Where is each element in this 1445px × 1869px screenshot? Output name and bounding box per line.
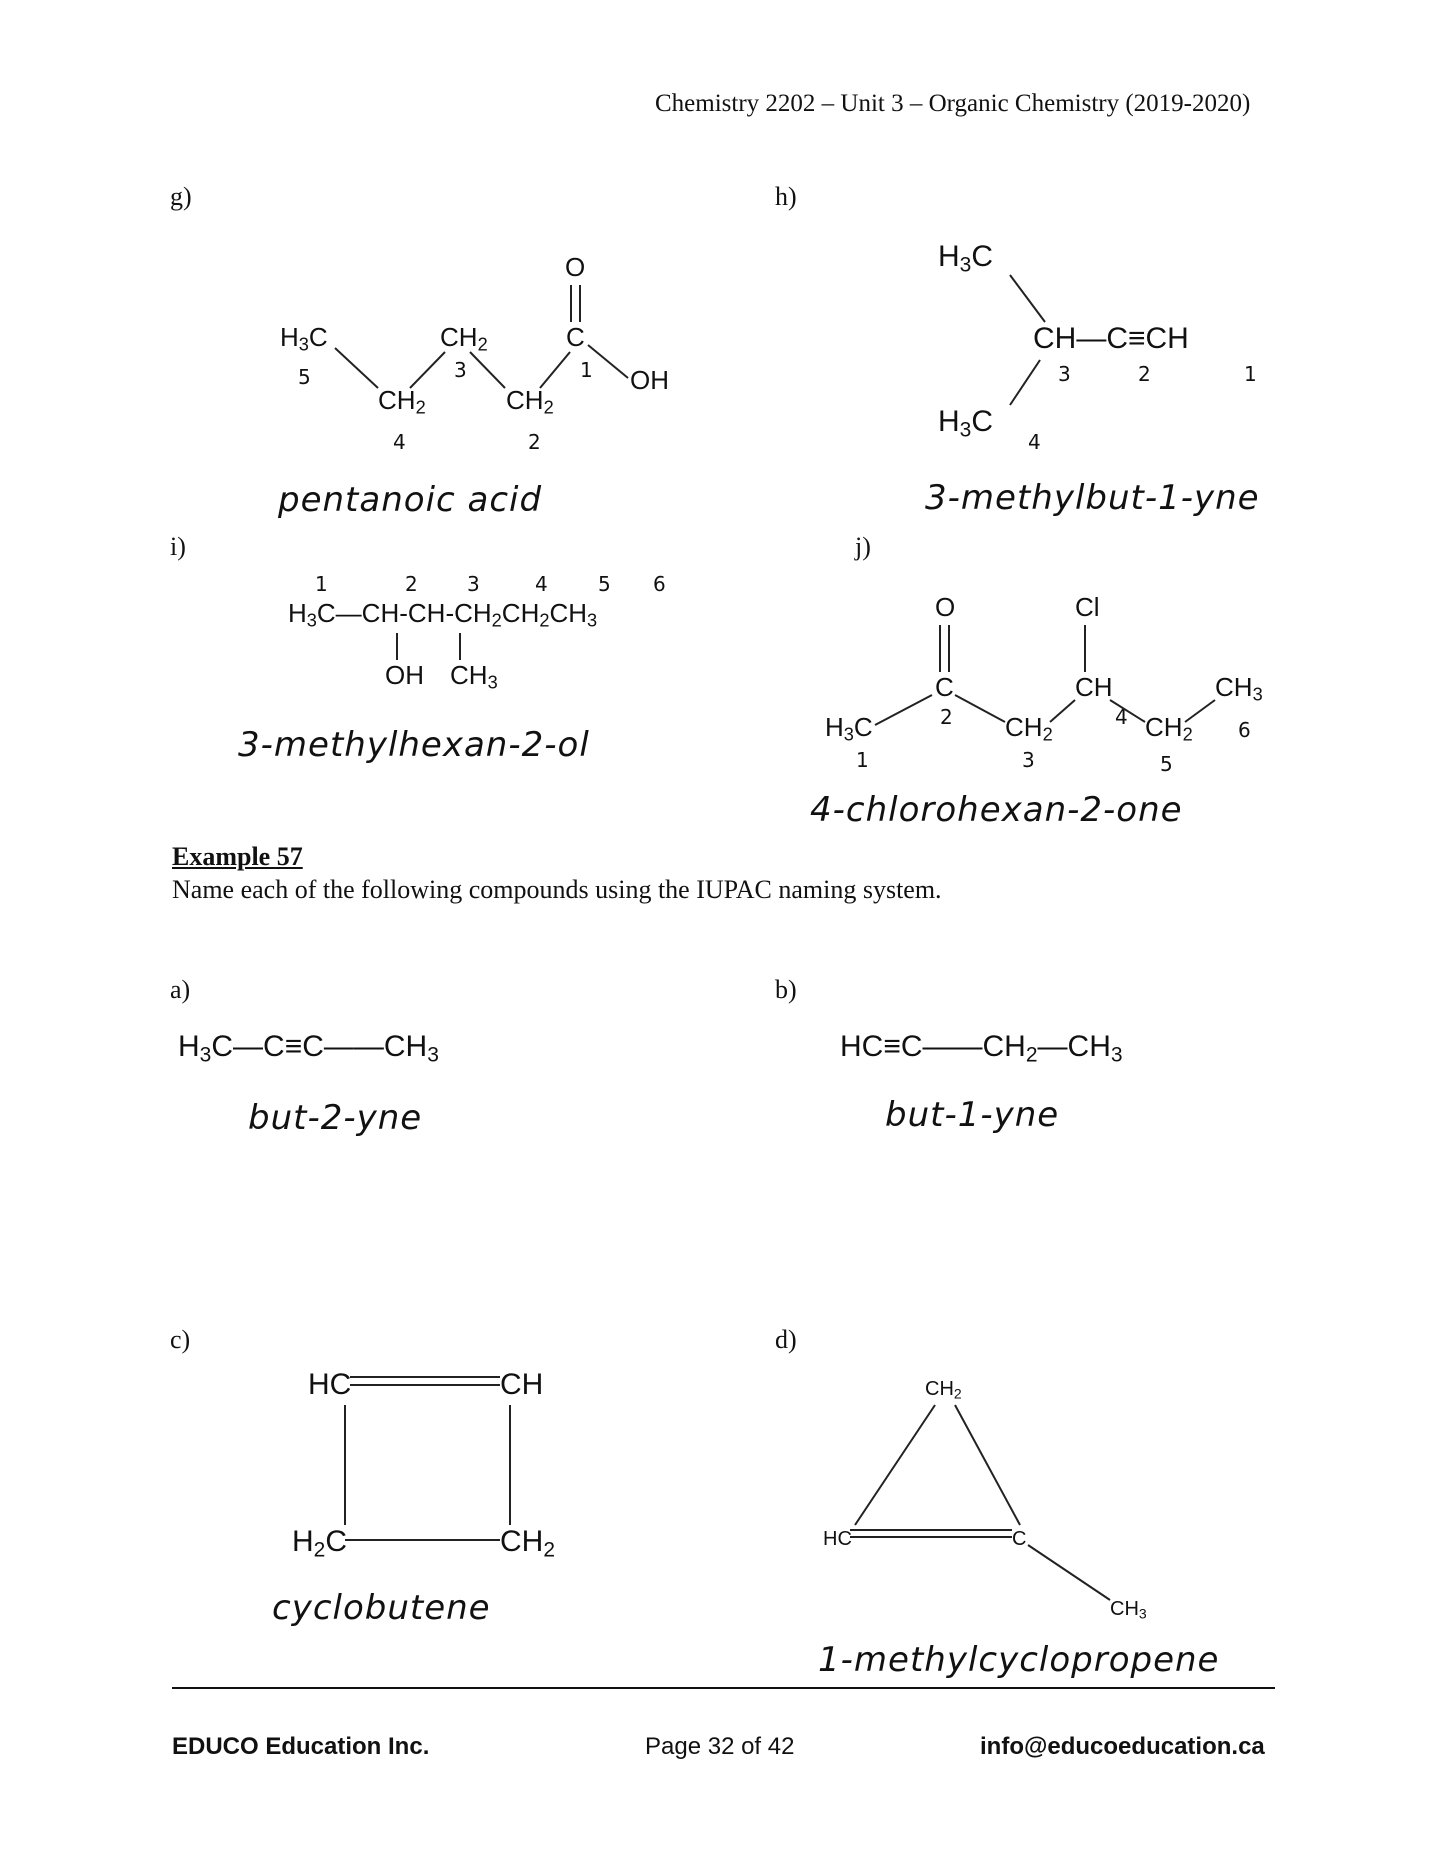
footer-company: EDUCO Education Inc. <box>172 1733 430 1760</box>
j-ch2-5: $CH_2$ <box>1145 712 1193 745</box>
compound-d-c: C <box>1012 1528 1027 1550</box>
j-answer: 4-chlorohexan-2-one <box>810 790 1183 830</box>
g-carbonyl-c: C <box>566 322 585 352</box>
j-num-2: 2 <box>940 705 953 729</box>
compound-d-label: d) <box>775 1325 797 1354</box>
g-num-4: 4 <box>393 430 406 454</box>
d-methyl <box>1028 1545 1110 1600</box>
compound-c-hc: HC <box>308 1368 352 1401</box>
i-num-5: 5 <box>598 572 611 596</box>
compound-c-label: c) <box>170 1325 191 1354</box>
h-num-4: 4 <box>1028 430 1041 454</box>
compound-c-ch: CH <box>500 1368 544 1401</box>
compound-d-hc: HC <box>823 1528 852 1550</box>
compound-b-label: b) <box>775 975 797 1004</box>
i-num-6: 6 <box>653 572 666 596</box>
j-ch: CH <box>1075 672 1113 702</box>
compound-b-formula: $HC\equiv C——CH_2—CH_3$ <box>840 1030 1123 1067</box>
j-num-3: 3 <box>1022 748 1035 772</box>
i-answer: 3-methylhexan-2-ol <box>238 725 590 765</box>
g-ch2-4: $CH_2$ <box>378 385 426 418</box>
g-bond-4 <box>540 352 570 388</box>
j-bond-4 <box>1110 700 1145 722</box>
i-hydroxyl: OH <box>385 660 424 690</box>
j-bond-2 <box>955 695 1005 722</box>
compound-d-ch2: $CH_2$ <box>925 1378 962 1402</box>
g-ch3: $H_3C$ <box>280 322 328 355</box>
i-num-4: 4 <box>535 572 548 596</box>
compound-b-answer: but-1-yne <box>885 1095 1060 1135</box>
j-num-6: 6 <box>1238 718 1251 742</box>
compound-c-ch2: $CH_2$ <box>500 1525 556 1562</box>
i-num-2: 2 <box>405 572 418 596</box>
compound-c-h2c: $H_2C$ <box>292 1525 348 1562</box>
j-ch3: $CH_3$ <box>1215 672 1263 705</box>
j-bond-1 <box>875 695 932 725</box>
g-bond-5 <box>588 345 628 378</box>
i-main-chain: $H_3C—CH-CH-CH_2CH_2CH_3$ <box>288 598 598 631</box>
g-hydroxyl: OH <box>630 365 669 395</box>
g-oxygen: O <box>565 252 586 282</box>
h-num-1: 1 <box>1244 362 1257 386</box>
compound-a-label: a) <box>170 975 191 1004</box>
g-bond-1 <box>335 348 378 388</box>
h-ch3-bottom: $H_3C$ <box>938 405 994 442</box>
j-h3c: $H_3C$ <box>825 712 873 745</box>
g-bond-2 <box>410 352 445 388</box>
g-bond-3 <box>470 352 505 388</box>
h-num-2: 2 <box>1138 362 1151 386</box>
i-num-3: 3 <box>467 572 480 596</box>
footer-page-number: Page 32 of 42 <box>645 1733 795 1760</box>
footer-email: info@educoeducation.ca <box>980 1733 1265 1760</box>
i-num-1: 1 <box>315 572 328 596</box>
problem-h-label: h) <box>775 182 797 211</box>
g-num-1: 1 <box>580 358 593 382</box>
problem-i-label: i) <box>170 532 186 561</box>
j-ch2-3: $CH_2$ <box>1005 712 1053 745</box>
g-ch2-2: $CH_2$ <box>506 385 554 418</box>
j-bond-5 <box>1185 700 1215 722</box>
g-ch2-3: $CH_2$ <box>440 322 488 355</box>
h-main-chain: CH—C≡CH <box>1033 322 1189 355</box>
j-bond-3 <box>1050 700 1075 722</box>
example-instruction: Name each of the following compounds using the IUPAC naming system. <box>172 875 942 904</box>
j-chlorine: Cl <box>1075 592 1100 622</box>
j-num-4: 4 <box>1115 705 1128 729</box>
g-answer: pentanoic acid <box>278 480 543 520</box>
g-num-3: 3 <box>454 358 467 382</box>
h-bond-top <box>1010 275 1045 322</box>
compound-d-answer: 1-methylcyclopropene <box>818 1640 1220 1680</box>
j-num-1: 1 <box>856 748 869 772</box>
problem-g-label: g) <box>170 182 192 211</box>
j-num-5: 5 <box>1160 752 1173 776</box>
h-ch3-top: $H_3C$ <box>938 240 994 277</box>
i-methyl: $CH_3$ <box>450 660 498 693</box>
compound-a-formula: $H_3C—C\equiv C——CH_3$ <box>178 1030 439 1067</box>
h-num-3: 3 <box>1058 362 1071 386</box>
d-right <box>955 1405 1020 1525</box>
compound-d-ch3: $CH_3$ <box>1110 1598 1147 1622</box>
g-num-5: 5 <box>298 365 311 389</box>
g-num-2: 2 <box>528 430 541 454</box>
h-bond-bottom <box>1010 360 1040 405</box>
compound-c-answer: cyclobutene <box>272 1588 491 1628</box>
page-header: Chemistry 2202 – Unit 3 – Organic Chemistry (2019-2020) <box>655 90 1251 117</box>
compound-a-answer: but-2-yne <box>248 1098 423 1138</box>
problem-j-label: j) <box>855 532 871 561</box>
example-title: Example 57 <box>172 842 303 871</box>
j-carbonyl-c: C <box>935 672 954 702</box>
j-oxygen: O <box>935 592 956 622</box>
d-left <box>855 1405 935 1525</box>
h-answer: 3-methylbut-1-yne <box>925 478 1260 518</box>
